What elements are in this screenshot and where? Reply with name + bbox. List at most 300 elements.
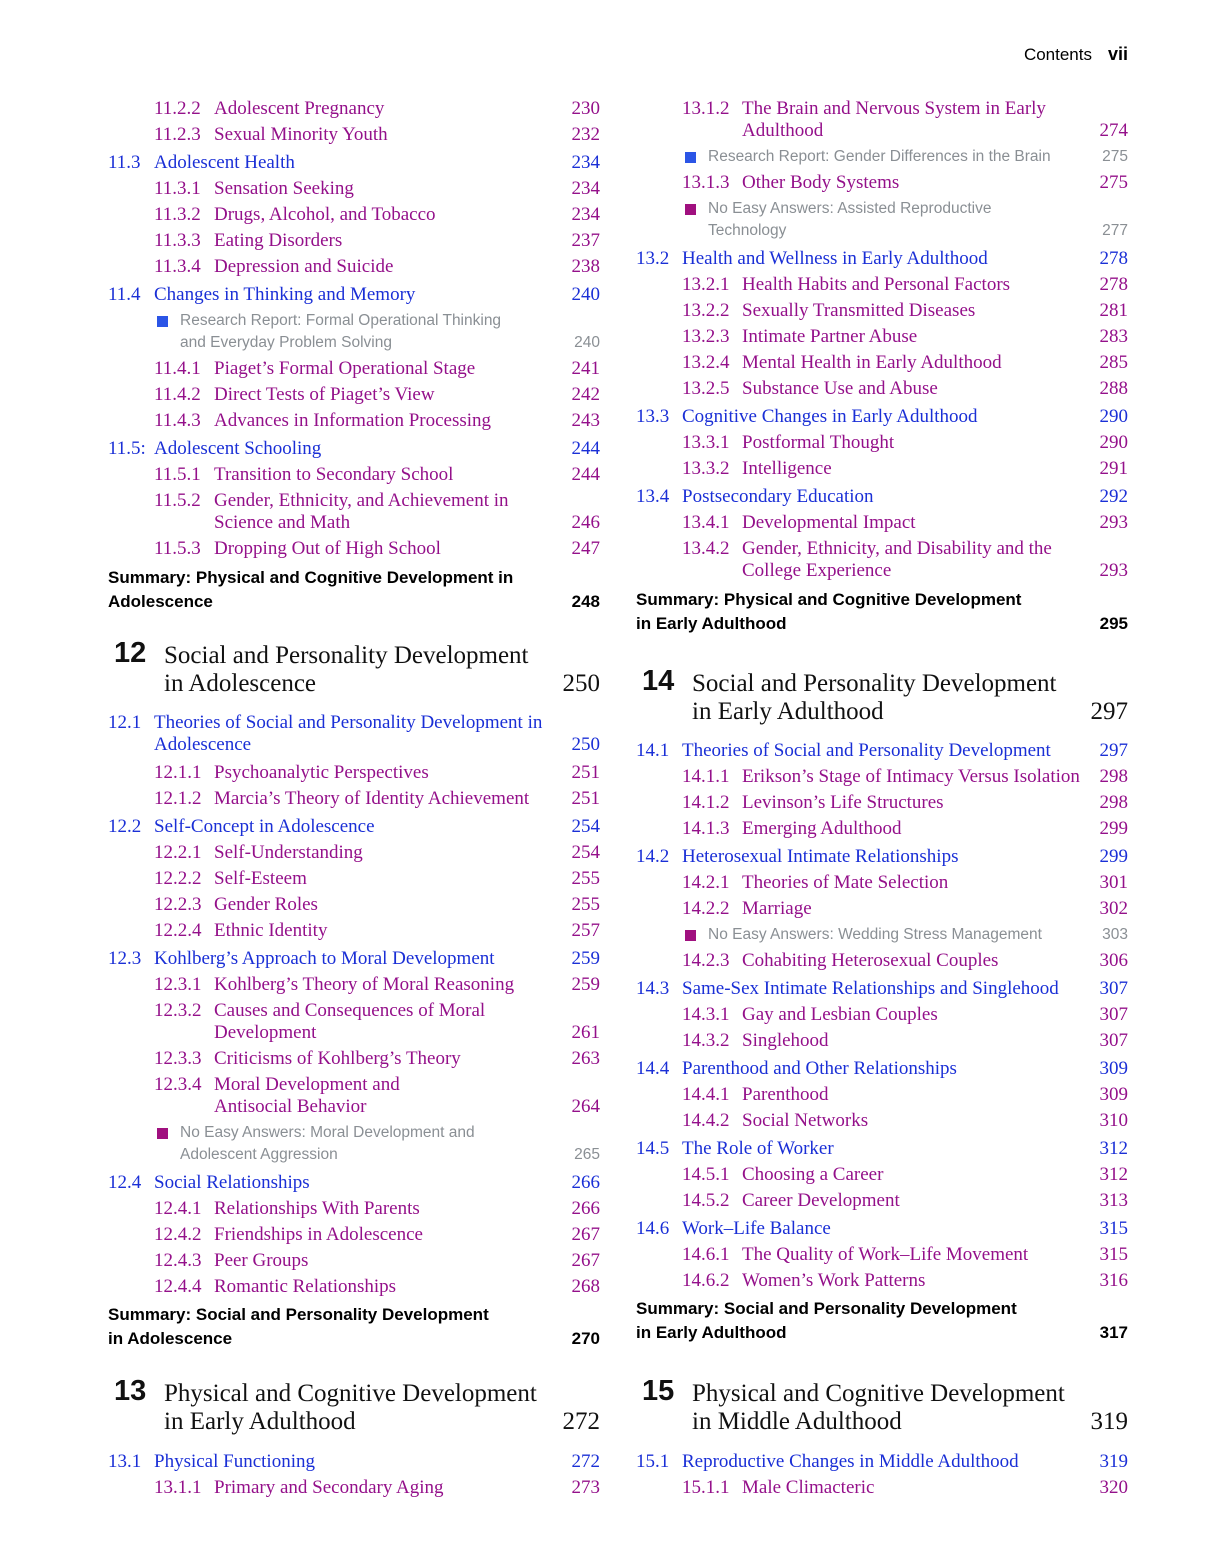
entry-title-line: Postformal Thought [742,432,895,453]
entry-title-line: Self-Esteem [214,868,307,889]
toc-subsection[interactable] [636,1190,1128,1212]
entry-title [154,438,321,460]
entry-title-line: Parenthood [742,1084,829,1105]
entry-title-line: Adolescence [154,734,252,755]
toc-subsection[interactable] [108,868,600,890]
page-number: 319 [1090,1408,1128,1435]
toc-subsection[interactable] [108,1477,600,1499]
entry-title-line: Marcia’s Theory of Identity Achievement [214,788,530,809]
page-number: 240 [571,284,600,305]
toc-subsection[interactable] [636,352,1128,374]
entry-title-line: Adulthood [742,120,824,141]
toc-subsection[interactable] [636,378,1128,400]
page-number: 273 [571,1477,600,1498]
entry-title-line: Sensation Seeking [214,178,354,199]
page-number: 247 [571,538,600,559]
entry-title-line: Parenthood and Other Relationships [682,1058,957,1079]
toc-subsection[interactable] [636,1004,1128,1026]
entry-title-line: Sexually Transmitted Diseases [742,300,976,321]
toc-section[interactable] [636,1451,1128,1473]
page-number: 259 [571,974,600,995]
entry-title-line: Adolescent Pregnancy [214,98,385,119]
entry-title-line: Theories of Social and Personality Development [682,740,1051,761]
toc-section[interactable] [636,978,1128,1000]
entry-title [214,1198,420,1220]
toc-chapter[interactable] [108,637,600,698]
entry-title-line: Marriage [742,898,812,919]
entry-number: 13.1.1 [154,1477,202,1498]
page-number: 250 [562,670,600,697]
toc-subsection[interactable] [108,256,600,278]
page-number: 265 [574,1146,600,1163]
entry-number: 11.5: [108,438,146,459]
entry-number: 12.3.1 [154,974,202,995]
entry-title-line: Psychoanalytic Perspectives [214,762,429,783]
entry-number: 14.1.2 [682,792,730,813]
no-easy-answers-marker-icon [685,204,696,215]
toc-feature-box[interactable] [636,198,1128,242]
entry-title-line: Summary: Social and Personality Development [636,1299,1017,1318]
entry-number: 14.6.2 [682,1270,730,1291]
toc-subsection[interactable] [636,1164,1128,1186]
chapter-number: 12 [114,637,147,669]
toc-feature-box[interactable] [108,1122,600,1166]
page-number: 290 [1099,432,1128,453]
entry-title [692,670,1057,726]
toc-subsection[interactable] [108,762,600,784]
toc-subsection[interactable] [636,98,1128,142]
page-number: 291 [1099,458,1128,479]
entry-number: 13.3.2 [682,458,730,479]
toc-section[interactable] [636,1058,1128,1080]
header-page-number: vii [1107,44,1128,64]
entry-number: 14.6 [636,1218,670,1239]
entry-number: 12.4.3 [154,1250,202,1271]
entry-title [682,486,874,508]
toc-subsection[interactable] [636,950,1128,972]
entry-number: 14.4 [636,1058,670,1079]
toc-section[interactable] [636,486,1128,508]
entry-title [214,1276,396,1298]
entry-title [214,974,514,996]
entry-title-line: Gender, Ethnicity, and Achievement in [214,490,509,511]
toc-subsection[interactable] [108,1250,600,1272]
entry-title [214,538,441,560]
toc-subsection[interactable] [108,384,600,406]
entry-title-line: Levinson’s Life Structures [742,792,944,813]
page-number: 267 [571,1224,600,1245]
entry-title [682,1218,831,1240]
no-easy-answers-marker-icon [685,930,696,941]
entry-title [154,816,375,838]
entry-title [682,1058,957,1080]
page-number: 255 [571,894,600,915]
page-number: 278 [1099,248,1128,269]
toc-subsection[interactable] [108,974,600,996]
entry-number: 14.4.1 [682,1084,730,1105]
entry-number: 14.3 [636,978,670,999]
entry-title-line: Social Networks [742,1110,869,1131]
toc-subsection[interactable] [108,230,600,252]
toc-subsection[interactable] [636,766,1128,788]
entry-title [742,1477,874,1499]
page-number: 298 [1099,792,1128,813]
toc-subsection[interactable] [636,792,1128,814]
toc-subsection[interactable] [108,124,600,146]
entry-number: 11.5.1 [154,464,201,485]
entry-number: 11.4.2 [154,384,201,405]
toc-section[interactable] [636,406,1128,428]
entry-title [214,1224,423,1246]
entry-title [108,566,513,614]
entry-title [742,818,902,840]
entry-number: 12.3.4 [154,1074,202,1095]
entry-number: 12.2.2 [154,868,202,889]
page-number: 250 [571,734,600,755]
entry-title-line: Emerging Adulthood [742,818,902,839]
toc-section[interactable] [636,1138,1128,1160]
toc-section[interactable] [636,740,1128,762]
toc-section[interactable] [108,284,600,306]
entry-title [214,894,318,916]
entry-title [742,1244,1028,1266]
entry-title-line: Research Report: Formal Operational Thinking [180,312,502,329]
toc-section[interactable] [636,846,1128,868]
entry-title [108,1303,489,1351]
page-number: 244 [571,464,600,485]
toc-subsection[interactable] [108,490,600,534]
toc-subsection[interactable] [108,1048,600,1070]
toc-summary[interactable] [636,588,1128,636]
page-number: 234 [571,204,600,225]
entry-number: 11.4.1 [154,358,201,379]
toc-section[interactable] [108,948,600,970]
page-number: 270 [571,1329,600,1348]
entry-number: 11.3.4 [154,256,201,277]
toc-subsection[interactable] [108,920,600,942]
toc-subsection[interactable] [636,432,1128,454]
entry-title [708,198,991,242]
entry-title-line: College Experience [742,560,892,581]
entry-title-line: Same-Sex Intimate Relationships and Singlehood [682,978,1059,999]
entry-number: 13.4.2 [682,538,730,559]
no-easy-answers-marker-icon [157,1128,168,1139]
entry-number: 13.2.4 [682,352,730,373]
toc-subsection[interactable] [108,1198,600,1220]
entry-title [742,98,1046,142]
page-number: 312 [1099,1138,1128,1159]
toc-subsection[interactable] [108,410,600,432]
page-number: 299 [1099,846,1128,867]
entry-title-line: in Middle Adulthood [692,1408,902,1435]
entry-number: 11.4 [108,284,141,305]
entry-title [214,842,363,864]
toc-subsection[interactable] [636,512,1128,534]
entry-title [708,146,1051,168]
entry-title [154,712,542,756]
entry-title [742,274,1010,296]
page-number: 272 [562,1408,600,1435]
entry-title-line: Changes in Thinking and Memory [154,284,416,305]
entry-title [214,256,393,278]
entry-title-line: in Adolescence [108,1329,233,1348]
entry-title [154,152,295,174]
page-number: 238 [571,256,600,277]
entry-title [742,1164,883,1186]
entry-title-line: Friendships in Adolescence [214,1224,423,1245]
entry-title-line: in Early Adulthood [164,1408,356,1435]
toc-subsection[interactable] [108,788,600,810]
page-number: 254 [571,842,600,863]
page-number: 288 [1099,378,1128,399]
entry-title-line: and Everyday Problem Solving [180,334,392,351]
page-number: 268 [571,1276,600,1297]
entry-title-line: Self-Understanding [214,842,363,863]
toc-subsection[interactable] [108,894,600,916]
running-header [1024,44,1128,65]
toc-subsection[interactable] [636,538,1128,582]
toc-summary[interactable] [636,1297,1128,1345]
entry-number: 14.2.3 [682,950,730,971]
entry-title [742,458,832,480]
entry-title-line: Science and Math [214,512,351,533]
entry-title-line: Cohabiting Heterosexual Couples [742,950,999,971]
entry-number: 11.3 [108,152,141,173]
page-number: 295 [1099,614,1128,633]
toc-section[interactable] [636,248,1128,270]
page-number: 313 [1099,1190,1128,1211]
entry-title [742,1084,829,1106]
entry-title [214,178,354,200]
page-number: 266 [571,1198,600,1219]
entry-title [742,326,917,348]
page-number: 297 [1099,740,1128,761]
toc-subsection[interactable] [636,818,1128,840]
toc-feature-box[interactable] [636,146,1128,168]
toc-feature-box[interactable] [108,310,600,354]
entry-title [742,538,1052,582]
entry-title [154,1172,310,1194]
entry-number: 11.4.3 [154,410,201,431]
entry-number: 12.2.1 [154,842,202,863]
toc-subsection[interactable] [636,1244,1128,1266]
toc-summary[interactable] [108,1303,600,1351]
page-number: 320 [1099,1477,1128,1498]
page-number: 263 [571,1048,600,1069]
entry-title [682,248,988,270]
entry-title [164,1380,537,1436]
entry-number: 13.3.1 [682,432,730,453]
entry-title-line: Reproductive Changes in Middle Adulthood [682,1451,1019,1472]
toc-subsection[interactable] [636,898,1128,920]
toc-chapter[interactable] [108,1375,600,1436]
entry-title-line: in Adolescence [164,670,317,697]
toc-subsection[interactable] [636,872,1128,894]
toc-subsection[interactable] [636,274,1128,296]
entry-title-line: Erikson’s Stage of Intimacy Versus Isolation [742,766,1080,787]
entry-title [682,1451,1019,1473]
entry-title-line: Heterosexual Intimate Relationships [682,846,959,867]
toc-section[interactable] [108,438,600,460]
entry-title [214,358,475,380]
toc-section[interactable] [108,1172,600,1194]
toc-subsection[interactable] [108,1224,600,1246]
entry-title [214,124,388,146]
toc-subsection[interactable] [636,326,1128,348]
page-number: 283 [1099,326,1128,347]
page-number: 301 [1099,872,1128,893]
page-number: 264 [571,1096,600,1117]
entry-title-line: Development [214,1022,317,1043]
entry-title-line: No Easy Answers: Assisted Reproductive [708,200,992,217]
entry-title-line: Sexual Minority Youth [214,124,388,145]
toc-subsection[interactable] [108,842,600,864]
page-number: 232 [571,124,600,145]
entry-title [214,868,307,890]
entry-title [214,204,436,226]
entry-title [180,310,501,354]
entry-title-line: Adolescence [108,592,213,611]
toc-section[interactable] [108,712,600,756]
page-number: 242 [571,384,600,405]
entry-title [214,1477,444,1499]
toc-subsection[interactable] [108,204,600,226]
entry-title [742,378,938,400]
page-number: 251 [571,788,600,809]
page-number: 293 [1099,560,1128,581]
entry-title-line: Peer Groups [214,1250,309,1271]
entry-title [214,1000,485,1044]
page-number: 266 [571,1172,600,1193]
entry-title-line: Postsecondary Education [682,486,874,507]
entry-title-line: Drugs, Alcohol, and Tobacco [214,204,436,225]
toc-subsection[interactable] [636,1030,1128,1052]
entry-number: 13.2.2 [682,300,730,321]
toc-section[interactable] [636,1218,1128,1240]
entry-number: 13.4 [636,486,670,507]
toc-subsection[interactable] [108,178,600,200]
entry-title [214,762,429,784]
page-number: 303 [1102,926,1128,943]
entry-title [154,948,495,970]
entry-number: 13.3 [636,406,670,427]
entry-title-line: No Easy Answers: Moral Development and [180,1124,475,1141]
entry-title [742,512,916,534]
toc-subsection[interactable] [108,464,600,486]
entry-title-line: Summary: Physical and Cognitive Development in [108,568,514,587]
toc-subsection[interactable] [108,1276,600,1298]
entry-title-line: Antisocial Behavior [214,1096,367,1117]
entry-title [742,432,894,454]
entry-title [214,1250,308,1272]
entry-title-line: The Quality of Work–Life Movement [742,1244,1029,1265]
entry-number: 12.3 [108,948,142,969]
toc-subsection[interactable] [108,538,600,560]
page-number: 309 [1099,1058,1128,1079]
entry-number: 14.5 [636,1138,670,1159]
entry-number: 12.4.2 [154,1224,202,1245]
entry-number: 14.1.3 [682,818,730,839]
toc-summary[interactable] [108,566,600,614]
toc-subsection[interactable] [636,1477,1128,1499]
entry-title [742,872,948,894]
toc-subsection[interactable] [636,1270,1128,1292]
entry-title-line: Self-Concept in Adolescence [154,816,375,837]
toc-section[interactable] [108,816,600,838]
toc-subsection[interactable] [636,458,1128,480]
entry-title-line: Depression and Suicide [214,256,394,277]
entry-title-line: Adolescent Aggression [180,1146,338,1163]
toc-feature-box[interactable] [636,924,1128,946]
entry-title-line: Gay and Lesbian Couples [742,1004,938,1025]
entry-title-line: Social and Personality Development [164,642,529,669]
page-number: 307 [1099,1030,1128,1051]
page-number: 281 [1099,300,1128,321]
toc-subsection[interactable] [108,98,600,120]
entry-title-line: Transition to Secondary School [214,464,454,485]
entry-title [742,898,812,920]
toc-section[interactable] [108,152,600,174]
entry-number: 11.3.2 [154,204,201,225]
entry-number: 11.5.2 [154,490,201,511]
toc-subsection[interactable] [636,1084,1128,1106]
entry-number: 14.1.1 [682,766,730,787]
toc-subsection[interactable] [636,1110,1128,1132]
toc-section[interactable] [108,1451,600,1473]
page-number: 319 [1099,1451,1128,1472]
toc-subsection[interactable] [108,358,600,380]
entry-title-line: Causes and Consequences of Moral [214,1000,486,1021]
entry-number: 12.3.3 [154,1048,202,1069]
entry-title-line: Dropping Out of High School [214,538,441,559]
entry-title-line: Kohlberg’s Approach to Moral Development [154,948,495,969]
entry-title-line: Gender Roles [214,894,318,915]
toc-subsection[interactable] [108,1074,600,1118]
page-number: 237 [571,230,600,251]
page-number: 255 [571,868,600,889]
page-number: 257 [571,920,600,941]
toc-subsection[interactable] [108,1000,600,1044]
page-number: 275 [1102,148,1128,165]
entry-title [154,1451,315,1473]
entry-title [692,1380,1065,1436]
entry-title-line: Physical and Cognitive Development [164,1380,537,1407]
entry-title [682,846,958,868]
entry-title [742,1110,868,1132]
entry-number: 11.2.3 [154,124,201,145]
page-number: 299 [1099,818,1128,839]
toc-subsection[interactable] [636,300,1128,322]
entry-title [214,464,453,486]
entry-title-line: Advances in Information Processing [214,410,492,431]
entry-title-line: Gender, Ethnicity, and Disability and the [742,538,1052,559]
entry-title-line: Adolescent Schooling [154,438,322,459]
entry-title-line: Social Relationships [154,1172,310,1193]
page-number: 272 [571,1451,600,1472]
toc-chapter[interactable] [636,1375,1128,1436]
page-number: 248 [571,592,600,611]
page-number: 293 [1099,512,1128,533]
toc-subsection[interactable] [636,172,1128,194]
entry-title-line: Relationships With Parents [214,1198,420,1219]
toc-chapter[interactable] [636,665,1128,726]
page-number: 251 [571,762,600,783]
entry-title-line: Developmental Impact [742,512,916,533]
page-number: 312 [1099,1164,1128,1185]
page-number: 240 [574,334,600,351]
page-number: 315 [1099,1244,1128,1265]
entry-number: 12.4.4 [154,1276,202,1297]
